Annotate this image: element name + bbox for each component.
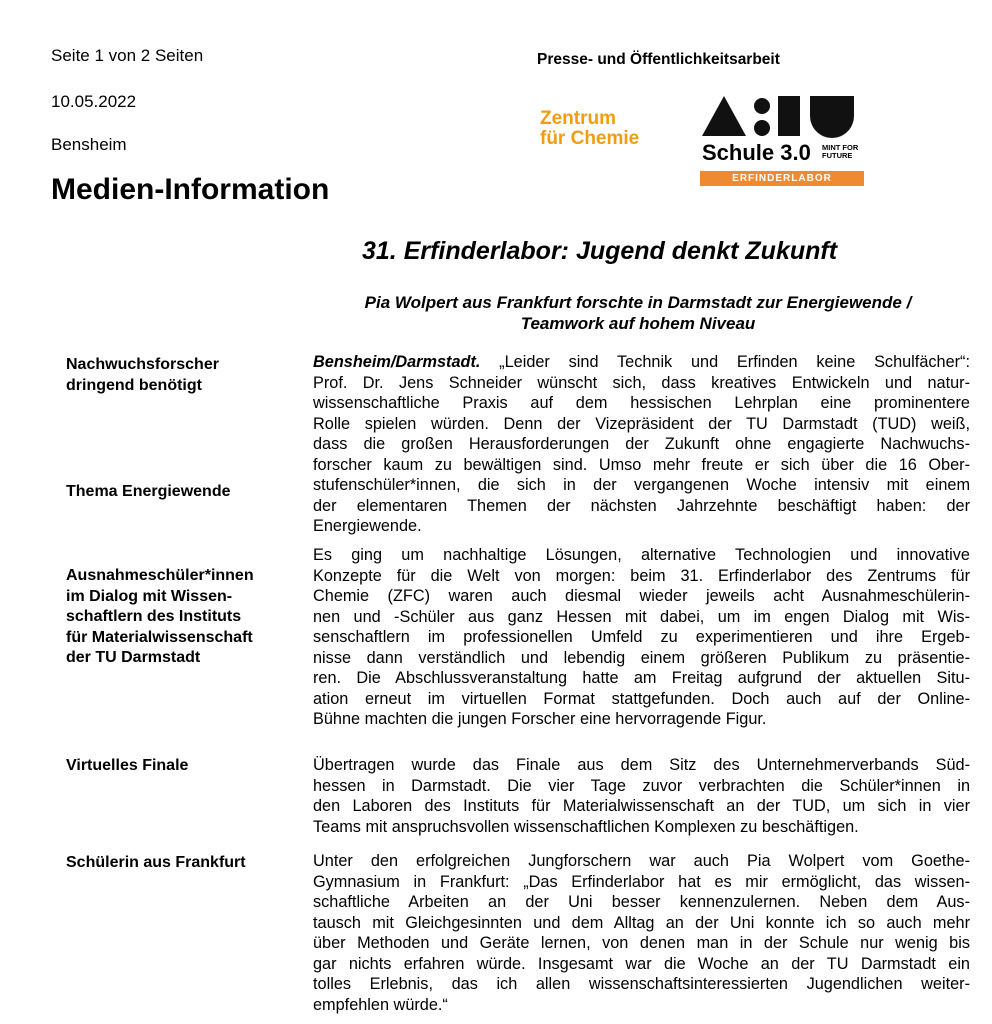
sidebar-label-nachwuchs: Nachwuchsforscher dringend benötigt <box>66 356 219 394</box>
paragraph-4: Unter den erfolgreichen Jungforschern war auch Pia Wolpert vom Goethe- Gymnasium in Frankfurt: „Das Erfinderlabor hat es mir ermöglicht, das wissen- schaftliche Arbeiten an der Uni besser kennenzulernen. Neben dem Aus- tausch mit Gleichgesinnten und dem Alltag an der Uni konnte ich so auch mehr über Methoden und Geräte lernen, von denen man in der Schule nur wenig bis gar nichts erfahren würde. Insgesamt war die Woche an der TU Darmstadt ein tolles Erlebnis, das ich allen wissenschaftsinteressierten Jugendlichen weiter- empfehlen würde.“ <box>313 852 970 1014</box>
sidebar-label-dialog: Ausnahmeschüler*innen im Dialog mit Wissen- schaftlern des Instituts für Materialwissenschaft der TU Darmstadt <box>66 567 254 666</box>
zfc-logo-line1: Zentrum <box>540 108 616 129</box>
paragraph-2: Es ging um nachhaltige Lösungen, alternative Technologien und innovative Konzepte für die Welt von morgen: beim 31. Erfinderlabor des Zentrums für Chemie (ZFC) waren auch diesmal wieder jeweils acht Ausnahmeschülerin- nen und -Schüler aus ganz Hessen mit dabei, um im engen Dialog mit Wis- senschaftlern im professionellen Umfeld zu experimentieren und ihre Ergeb- nisse dann verständlich und lebendig einem größeren Publikum zu präsentie- ren. Die Abschlussveranstaltung hatte am Freitag aufgrund der aktuellen Situ- ation erneut im virtuellen Format stattgefunden. Doch auch auf der Online- Bühne machten die jungen Forscher eine hervorragende Figur. <box>313 546 970 728</box>
sidebar-label-energiewende: Thema Energiewende <box>66 483 231 500</box>
schule-orange-bar: ERFINDERLABOR <box>700 171 864 186</box>
doc-type-title: Medien-Information <box>51 173 330 206</box>
press-office: Presse- und Öffentlichkeitsarbeit <box>537 51 780 68</box>
schule-shapes-icon <box>700 92 868 142</box>
location: Bensheim <box>51 135 127 154</box>
schule-tagline: MINT FOR FUTURE <box>822 143 859 160</box>
subheadline: Pia Wolpert aus Frankfurt forschte in Darmstadt zur Energiewende / Teamwork auf hohem Niveau <box>364 293 912 333</box>
sidebar-label-frankfurt: Schülerin aus Frankfurt <box>66 854 246 871</box>
sidebar-label-finale: Virtuelles Finale <box>66 757 189 774</box>
paragraph-1: Bensheim/Darmstadt. „Leider sind Technik und Erfinden keine Schulfächer“: Prof. Dr. Jens Schneider wünscht sich, dass kreatives Entwickeln und natur- wissenschaftliche Praxis auf dem hessischen Lehrplan eine prominentere Rolle spielen würden. Denn der Vizepräsident der TU Darmstadt (TUD) weiß, dass die großen Herausforderungen der Zukunft ohne engagierte Nachwuchs- forscher kaum zu bewältigen sind. Umso mehr freute er sich über die 16 Ober- stufenschüler*innen, die sich in der vergangenen Woche intensiv mit einem der elementaren Themen der nächsten Jahrzehnte beschäftigt haben: der Energiewende. <box>313 353 970 535</box>
zfc-logo-line2: für Chemie <box>540 128 640 149</box>
dateline: Bensheim/Darmstadt. <box>313 353 481 371</box>
date: 10.05.2022 <box>51 92 137 111</box>
page-info: Seite 1 von 2 Seiten <box>51 46 204 65</box>
schule-logo <box>700 92 868 192</box>
schule-title: Schule 3.0 <box>702 140 811 165</box>
paragraph-3: Übertragen wurde das Finale aus dem Sitz des Unternehmerverbands Süd- hessen in Darmstadt. Die vier Tage zuvor verbrachten die Schüler*innen in den Laboren des Instituts für Materialwissenschaft an der TUD, um sich in vier Teams mit anspruchsvollen wissenschaftlichen Komplexen zu beschäftigen. <box>313 756 970 836</box>
headline: 31. Erfinderlabor: Jugend denkt Zukunft <box>362 237 838 265</box>
zfc-logo <box>540 109 639 149</box>
